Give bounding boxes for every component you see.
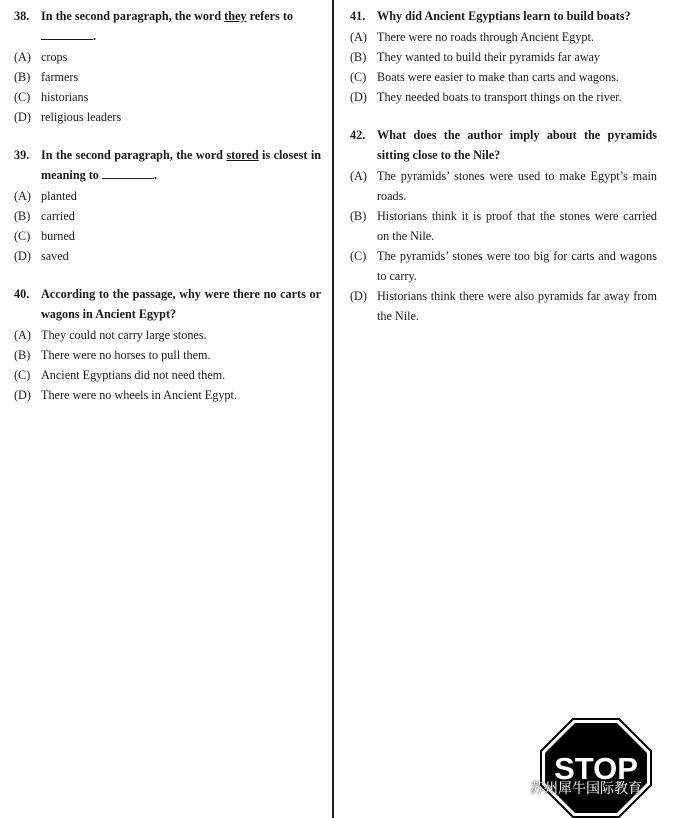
option-text: carried [41,209,75,223]
option-text: Historians think there were also pyramids far away from the Nile. [377,289,657,323]
stem-text: is closest in meaning to [41,148,321,182]
column-divider [332,0,334,818]
stop-sign-icon [540,718,652,818]
option-letter: (A) [14,328,31,342]
stem-keyword: they [224,9,247,23]
options-list [14,325,321,405]
option-a[interactable] [14,325,321,345]
stem-end: . [153,168,157,182]
option-c[interactable] [14,365,321,385]
option-d[interactable] [14,246,321,266]
question-stem [14,284,321,324]
question-stem [350,6,657,26]
question-38 [14,6,321,127]
option-letter: (C) [14,229,31,243]
question-number: 39. [14,148,30,162]
question-39 [14,145,321,266]
options-list [14,186,321,266]
option-letter: (C) [14,90,31,104]
option-d[interactable] [350,87,657,107]
option-a[interactable] [14,186,321,206]
options-list [350,27,657,107]
option-letter: (B) [14,348,31,362]
stop-sign-text: STOP [554,751,638,786]
option-text: Boats were easier to make than carts and wagons. [377,70,619,84]
option-text: There were no roads through Ancient Egypt. [377,30,594,44]
option-text: Historians think it is proof that the stones were carried on the Nile. [377,209,657,243]
option-text: historians [41,90,89,104]
option-text: planted [41,189,77,203]
answer-blank [41,27,93,40]
stem-end: . [93,29,97,43]
option-letter: (A) [350,30,367,44]
option-text: The pyramids’ stones were used to make Egypt’s main roads. [377,169,657,203]
stem-text: What does the author imply about the pyramids sitting close to the Nile? [377,128,657,162]
option-letter: (D) [14,249,31,263]
option-letter: (C) [350,249,367,263]
question-stem [14,6,321,46]
question-42 [350,125,657,326]
stem-text: refers to [246,9,293,23]
option-b[interactable] [14,206,321,226]
option-text: saved [41,249,69,263]
option-letter: (B) [14,70,31,84]
option-a[interactable] [350,27,657,47]
stem-text: According to the passage, why were there no carts or wagons in Ancient Egypt? [41,287,321,321]
option-text: crops [41,50,68,64]
option-d[interactable] [350,286,657,326]
option-text: farmers [41,70,79,84]
option-c[interactable] [14,87,321,107]
question-number: 42. [350,128,366,142]
option-c[interactable] [350,67,657,87]
question-stem [14,145,321,185]
stem-text: In the second paragraph, the word [41,9,225,23]
option-text: Ancient Egyptians did not need them. [41,368,226,382]
option-letter: (D) [350,90,367,104]
option-letter: (B) [350,50,367,64]
option-text: religious leaders [41,110,122,124]
watermark [503,777,642,799]
option-text: They wanted to build their pyramids far away [377,50,601,64]
option-letter: (C) [350,70,367,84]
watermark-text: 苏州犀牛国际教育 [530,781,642,797]
option-letter: (A) [14,50,31,64]
question-stem [350,125,657,165]
option-letter: (D) [350,289,367,303]
option-letter: (D) [14,388,31,402]
option-letter: (A) [350,169,367,183]
option-letter: (B) [350,209,367,223]
option-letter: (C) [14,368,31,382]
stem-keyword: stored [226,148,259,162]
options-list [350,166,657,326]
options-list [14,47,321,127]
option-text: They could not carry large stones. [41,328,207,342]
option-letter: (D) [14,110,31,124]
option-text: There were no horses to pull them. [41,348,211,362]
option-b[interactable] [350,47,657,67]
stem-text: Why did Ancient Egyptians learn to build boats? [377,9,631,23]
question-number: 40. [14,287,30,301]
option-text: They needed boats to transport things on the river. [377,90,622,104]
option-b[interactable] [350,206,657,246]
option-text: The pyramids’ stones were too big for carts and wagons to carry. [377,249,657,283]
option-d[interactable] [14,385,321,405]
option-d[interactable] [14,107,321,127]
option-text: There were no wheels in Ancient Egypt. [41,388,237,402]
question-number: 38. [14,9,30,23]
option-text: burned [41,229,75,243]
question-41 [350,6,657,107]
option-letter: (B) [14,209,31,223]
question-40 [14,284,321,405]
option-b[interactable] [14,345,321,365]
stem-text: In the second paragraph, the word [41,148,227,162]
option-a[interactable] [14,47,321,67]
option-c[interactable] [14,226,321,246]
question-number: 41. [350,9,366,23]
answer-blank [102,166,154,179]
wechat-icon [503,779,525,797]
option-b[interactable] [14,67,321,87]
option-a[interactable] [350,166,657,206]
option-letter: (A) [14,189,31,203]
option-c[interactable] [350,246,657,286]
